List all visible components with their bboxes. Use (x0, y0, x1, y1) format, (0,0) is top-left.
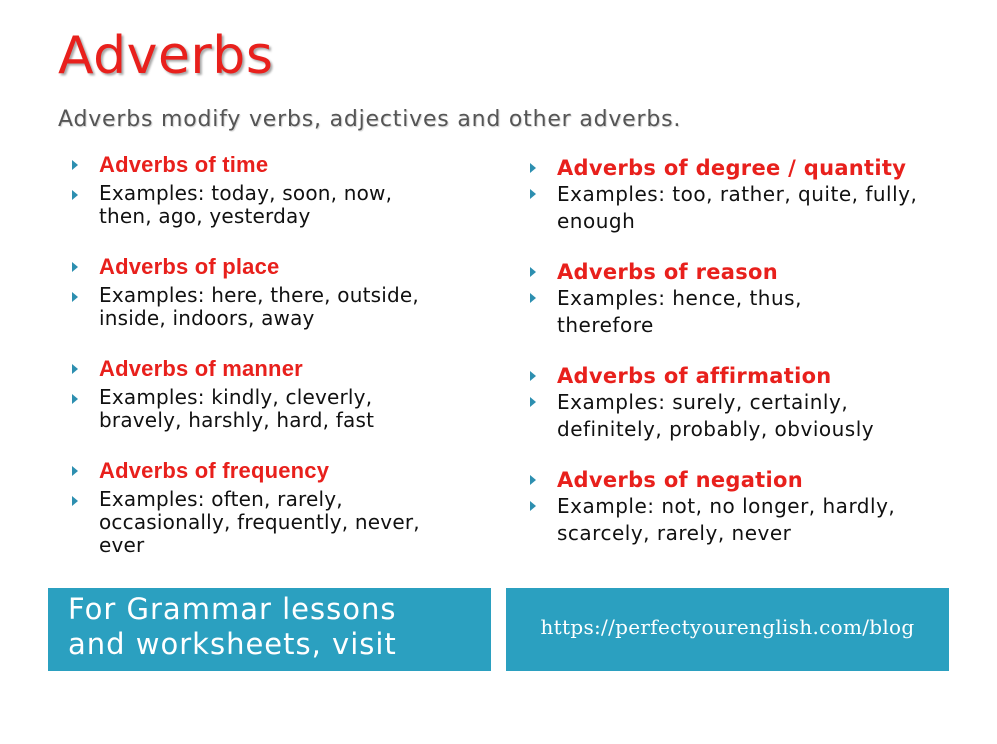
triangle-right-icon (530, 501, 536, 511)
triangle-right-icon (530, 397, 536, 407)
group-heading: Adverbs of reason (557, 260, 779, 284)
triangle-right-icon (530, 293, 536, 303)
group-heading: Adverbs of affirmation (557, 364, 832, 388)
group-examples: Examples: too, rather, quite, fully, enough (557, 182, 918, 233)
adverb-group-negation (530, 467, 960, 547)
group-examples: Example: not, no longer, hardly, scarcely, rarely, never (557, 494, 896, 545)
group-heading: Adverbs of negation (557, 468, 804, 492)
group-examples: Examples: surely, certainly, definitely, probably, obviously (557, 390, 875, 441)
triangle-right-icon (72, 292, 78, 302)
group-examples: Examples: hence, thus, therefore (557, 286, 802, 337)
adverb-group-degree (530, 155, 960, 235)
adverb-group-time (72, 152, 502, 228)
triangle-right-icon (72, 262, 78, 272)
blog-link[interactable]: https://perfectyourenglish.com/blog (540, 615, 915, 639)
triangle-right-icon (530, 189, 536, 199)
group-heading: Adverbs of time (99, 152, 269, 177)
promo-banner (48, 588, 491, 671)
triangle-right-icon (530, 267, 536, 277)
triangle-right-icon (72, 466, 78, 476)
group-examples: Examples: kindly, cleverly, bravely, harshly, hard, fast (99, 385, 375, 432)
page-title: Adverbs (58, 26, 274, 86)
triangle-right-icon (530, 163, 536, 173)
group-examples: Examples: here, there, outside, inside, indoors, away (99, 283, 419, 330)
group-heading: Adverbs of manner (99, 356, 303, 381)
left-column (72, 152, 502, 583)
triangle-right-icon (72, 364, 78, 374)
triangle-right-icon (530, 475, 536, 485)
adverb-group-manner (72, 356, 502, 432)
triangle-right-icon (72, 160, 78, 170)
group-heading: Adverbs of degree / quantity (557, 156, 907, 180)
adverb-group-frequency (72, 458, 502, 557)
group-examples: Examples: today, soon, now, then, ago, yesterday (99, 181, 393, 228)
promo-text: For Grammar lessons and worksheets, visit (68, 592, 397, 661)
triangle-right-icon (72, 190, 78, 200)
group-heading: Adverbs of place (99, 254, 280, 279)
adverb-group-reason (530, 259, 960, 339)
triangle-right-icon (72, 394, 78, 404)
adverb-group-affirmation (530, 363, 960, 443)
group-heading: Adverbs of frequency (99, 458, 330, 483)
triangle-right-icon (530, 371, 536, 381)
right-column (530, 155, 960, 571)
group-examples: Examples: often, rarely, occasionally, frequently, never, ever (99, 487, 420, 557)
url-banner[interactable] (506, 588, 949, 671)
adverb-group-place (72, 254, 502, 330)
page-subtitle: Adverbs modify verbs, adjectives and other adverbs. (58, 107, 682, 132)
triangle-right-icon (72, 496, 78, 506)
